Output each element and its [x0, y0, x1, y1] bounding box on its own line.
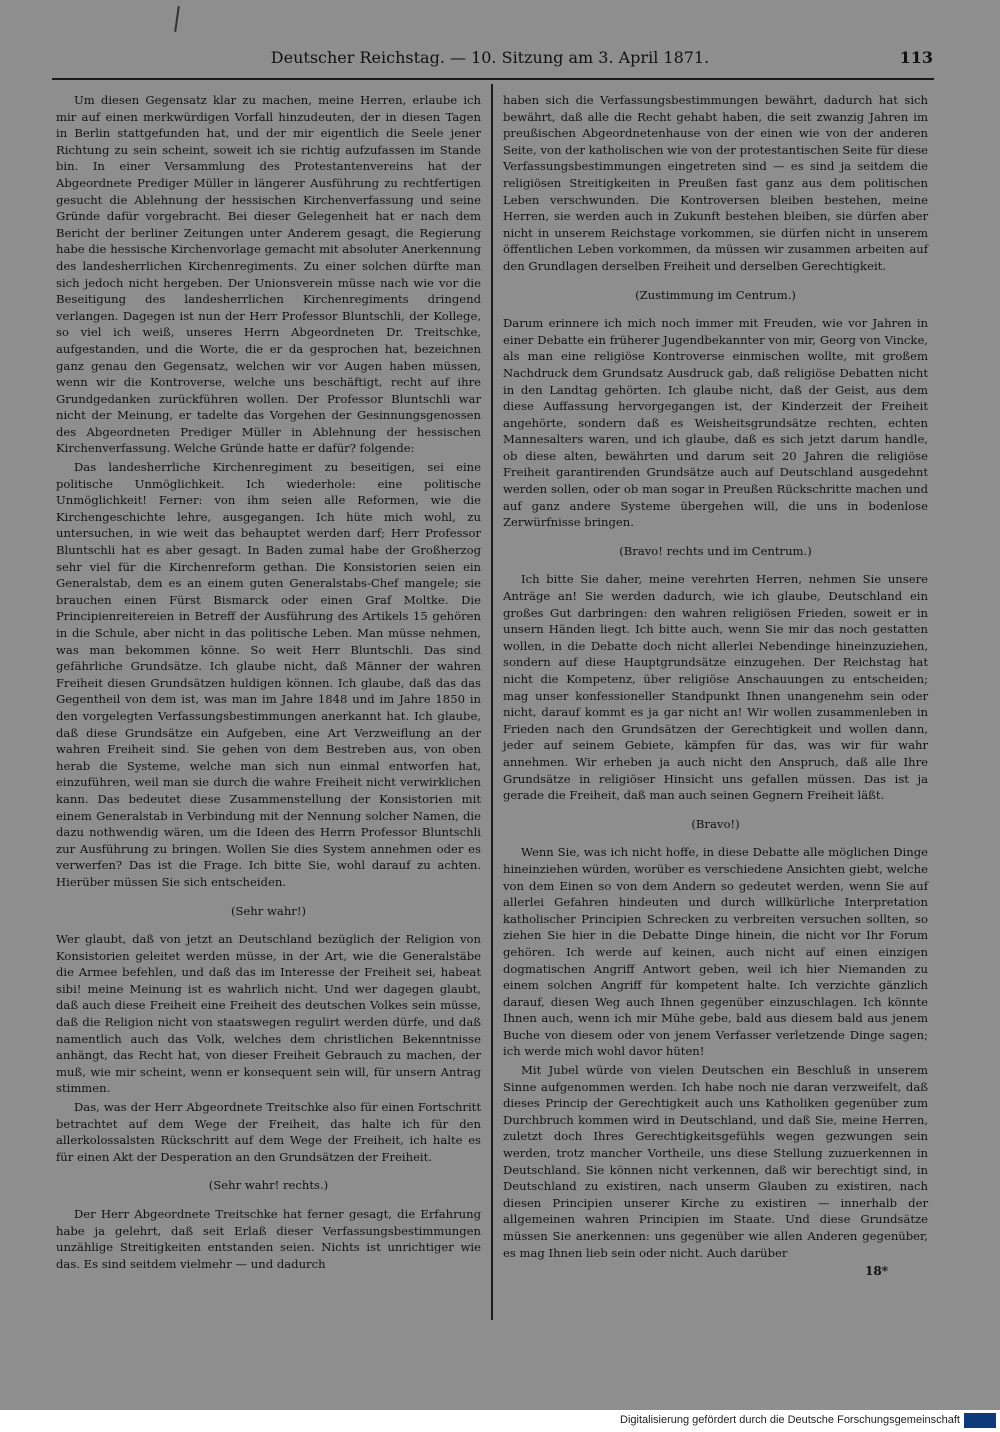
paragraph: Das landesherrliche Kirchenregiment zu beseitigen, sei eine politische Unmöglichkeit. Ich wiederhole: eine politische Unmöglichkeit! Ferner: von ihm seien alle Reformen, wie die Kirchengeschichte lehre, ausgegangen. Ich hüte mich wohl, zu untersuchen, in wie weit das behauptet werden darf; Herr Professor Bluntschli hat es aber gesagt. In Baden zumal habe der Großherzog sehr viel für die Kirchenreform gethan. Die Konsistorien seien ein Generalstab, dem es an einem guten Generalstabs-Chef mangele; sie brauchen einen Fürst Bismarck oder einen Graf Moltke. Die Principienreitereien in Betreff der Ausführung des Artikels 15 gehören in die Schule, aber nicht in das politische Leben. Man müsse nehmen, was man bekommen könne. So weit Herr Bluntschli. Das sind gefährliche Grundsätze. Ich glaube nicht, daß Männer der wahren Freiheit diesen Grundsätzen huldigen können. Ich glaube, daß das das Gegentheil von dem ist, was man im Jahre 1848 und im Jahre 1850 in den vorgelegten Verfassungsbestimmungen anerkannt hat. Ich glaube, daß diese Grundsätze ein Aufgeben, eine Art Verzweiflung an der wahren Freiheit sind. Sie gehen von dem Bestreben aus, von oben herab die Systeme, welche man sich nun einmal entworfen hat, einzuführen, weil man sie durch die wahre Freiheit nicht verwirklichen kann. Das bedeutet diese Zusammenstellung der Konsistorien mit einem Generalstab in Verbindung mit der Nennung solcher Namen, die dazu nothwendig wären, um die Ideen des Herrn Professor Bluntschli zur Ausführung zu bringen. Wollen Sie dies System annehmen oder es verwerfen? Das ist die Frage. Ich bitte Sie, wohl darauf zu achten. Hierüber müssen Sie sich entscheiden. — [56, 460, 481, 889]
paragraph: Um diesen Gegensatz klar zu machen, meine Herren, erlaube ich mir auf einen merkwürdigen Vorfall hinzudeuten, der in diesen Tagen in Berlin stattgefunden hat, und der mir eigentlich die Seele jener Richtung zu sein scheint, soweit ich sie richtig aufzufassen im Stande bin. In einer Versammlung des Protestantenvereins hat der Abgeordnete Prediger Müller in längerer Ausführung zu rechtfertigen gesucht die Ablehnung der hessischen Kirchenverfassung und seine Gründe dafür vorgebracht. Bei dieser Gelegenheit hat er nach dem Bericht der berliner Zeitungen unter Anderem gesagt, die Regierung habe die hessische Kirchenvorlage gemacht mit absoluter Anerkennung des landesherrlichen Kirchenregiments. Zu einer solchen dürfte man sich jedoch nicht hergeben. Der Unionsverein müsse nach wie vor die Beseitigung des landesherrlichen Kirchenregiments dringend verlangen. Dagegen ist nun der Herr Professor Bluntschli, der Kollege, so viel ich weiß, unseres Herrn Abgeordneten Dr. Treitschke, aufgestanden, und die Worte, die er da gesprochen hat, bezeichnen ganz genau den Gegensatz, welchen wir vor Augen haben müssen, wenn wir die Kontroverse, welche uns beschäftigt, recht auf ihre Grundgedanken zurückführen wollen. Der Professor Bluntschli war nicht der Meinung, er tadelte das Vorgehen der Gesinnungsgenossen des Abgeordneten Prediger Müller in Ablehnung der hessischen Kirchenverfassung. Welche Gründe hatte er dafür? folgende: — [56, 93, 481, 456]
digitization-credit[interactable]: Digitalisierung gefördert durch die Deutsche Forschungsgemeinschaft — [620, 1414, 960, 1426]
paragraph: Mit Jubel würde von vielen Deutschen ein Beschluß in unserem Sinne aufgenommen werden. Ich habe noch nie daran verzweifelt, daß dieses Princip der Gerechtigkeit auch uns Katholiken gegenüber zum Durchbruch kommen wird in Deutschland, und daß Sie, meine Herren, zuletzt doch Ihres Gerechtigkeitsgefühls wegen gezwungen sein werden, trotz mancher Vortheile, uns diese Stellung zuzuerkennen in Deutschland. Sie können nicht verkennen, daß wir berechtigt sind, in Deutschland zu existiren, nach unserm Glauben zu existiren, nach diesen Principien unserer Kirche zu existiren — innerhalb der allgemeinen wahren Principien im Staate. Und diese Grundsätze müssen Sie anerkennen: uns gegenüber wie allen Anderen gegenüber, es mag Ihnen lieb sein oder nicht. Auch darüber — [503, 1063, 928, 1260]
header-rule — [52, 78, 934, 80]
column-divider — [491, 84, 493, 1320]
header-title: Deutscher Reichstag. — 10. Sitzung am 3. April 1871. — [270, 48, 710, 67]
footer-bar — [0, 1410, 1000, 1432]
running-header — [45, 48, 935, 74]
left-column — [56, 92, 481, 1274]
paragraph: Der Herr Abgeordnete Treitschke hat ferner gesagt, die Erfahrung habe ja gelehrt, daß seit Erlaß dieser Verfassungsbestimmungen unzählige Streitigkeiten entstanden seien. Nichts ist unrichtiger wie das. Es sind seitdem vielmehr — und dadurch — [56, 1207, 481, 1271]
interjection: (Bravo!) — [691, 816, 740, 831]
paragraph: Darum erinnere ich mich noch immer mit Freuden, wie vor Jahren in einer Debatte ein früherer Jugendbekannter von mir, Georg von Vincke, als man eine religiöse Kontroverse einmischen wollte, mit großem Nachdruck dem Grundsatz Ausdruck gab, daß religiöse Debatten nicht in den Landtag gehörten. Ich glaube nicht, daß der Geist, aus dem diese Auffassung hervorgegangen ist, der Kinderzeit der Freiheit angehörte, sondern daß es Weisheitsgrundsätze rechten, echten Mannesalters waren, und ich glaube, daß es sich jetzt darum handle, ob diese alten, bewährten und darum seit 20 Jahren die religiöse Freiheit garantirenden Grundsätze auch auf Deutschland ausgedehnt werden sollen, oder ob man sogar in Preußen Rückschritte machen und auf ganz andere Systeme übergehen will, die uns in bodenlose Zerwürfnisse bringen. — [503, 316, 928, 530]
signature-mark: 18* — [865, 1264, 888, 1279]
page-number: 113 — [899, 48, 933, 67]
paragraph: haben sich die Verfassungsbestimmungen bewährt, dadurch hat sich bewährt, daß alle die Recht gehabt haben, die seit zwanzig Jahren im preußischen Abgeordnetenhause von der einen wie von der anderen Seite, von der katholischen wie von der protestantischen Seite für diese Verfassungsbestimmungen eingetreten sind — es sind ja seitdem die religiösen Streitigkeiten in Preußen fast ganz aus dem politischen Leben verschwunden. Die Kontroversen bleiben bestehen, meine Herren, sie werden auch in Zukunft bestehen bleiben, sie dürfen aber nicht in unserem Reichstage vorkommen, sie dürfen nicht in unserem öffentlichen Leben vorkommen, da müssen wir zusammen arbeiten auf den Grundlagen derselben Freiheit und derselben Gerechtigkeit. — [503, 93, 928, 273]
paragraph: Wer glaubt, daß von jetzt an Deutschland bezüglich der Religion von Konsistorien geleitet werden müsse, in der Art, wie die Generalstäbe die Armee befehlen, und daß das im Interesse der Freiheit sei, habeat sibi! meine Meinung ist es wahrlich nicht. Und wer dagegen glaubt, daß auch diese Freiheit eine Freiheit des deutschen Volkes sein müsse, daß die Religion nicht von staatswegen regulirt werden dürfe, und daß namentlich auch das Volk, welches dem christlichen Bekenntnisse anhängt, das Recht hat, von dieser Freiheit Gebrauch zu machen, der muß, wie mir scheint, wenn er konsequent sein will, für unsern Antrag stimmen. — [56, 932, 481, 1096]
interjection: (Zustimmung im Centrum.) — [635, 287, 796, 302]
paragraph: Wenn Sie, was ich nicht hoffe, in diese Debatte alle möglichen Dinge hineinziehen würden, worüber es verschiedene Ansichten giebt, welche von dem Einen so von dem Andern so gedeutet werden, wenn Sie auf allerlei Gefahren hindeuten und durch willkürliche Interpretation katholischer Principien Schrecken zu verbreiten versuchen sollten, so ziehen Sie hier in die Debatte Dinge hinein, die nicht vor Ihr Forum gehören. Ich werde auf keinen, auch nicht auf einen einzigen dogmatischen Angriff Antwort geben, weil ich hier Niemanden zu einem solchen Angriff für kompetent halte. Ich verzichte gänzlich darauf, diesen Weg auch Ihnen gegenüber einzuschlagen. Ich könnte Ihnen auch, wenn ich mir Mühe gebe, bald aus diesem bald aus jenem Buche von diesem oder von jenem Verfasser verletzende Dinge sagen; ich werde mich wohl davor hüten! — [503, 845, 928, 1059]
margin-mark — [174, 6, 180, 32]
paragraph: Ich bitte Sie daher, meine verehrten Herren, nehmen Sie unsere Anträge an! Sie werden dadurch, wie ich glaube, Deutschland ein großes Gut darbringen: den wahren religiösen Frieden, soweit er in unsern Händen liegt. Ich bitte auch, wenn Sie mir das noch gestatten wollen, in die Debatte doch nicht allerlei Nebendinge hineinzuziehen, sondern auf diese Hauptgrundsätze einzugehen. Der Reichstag hat nicht die Kompetenz, über religiöse Anschauungen zu entscheiden; mag unser konfessioneller Standpunkt Ihnen unangenehm sein oder nicht, darauf kommt es ja gar nicht an! Wir wollen zusammenleben in Frieden nach den Grundsätzen der Gerechtigkeit und wollen dann, jeder auf seinem Gebiete, kämpfen für das, was wir für wahr annehmen. Wir erheben ja auch nicht den Anspruch, daß alle Ihre Grundsätze in religiöser Hinsicht uns gefallen müssen. Das ist ja gerade die Freiheit, daß man auch seinen Gegnern Freiheit läßt. — [503, 572, 928, 803]
dfg-logo[interactable] — [964, 1413, 996, 1428]
right-column — [503, 92, 928, 1282]
paragraph: Das, was der Herr Abgeordnete Treitschke also für einen Fortschritt betrachtet auf dem Wege der Freiheit, das halte ich für den allerkolossalsten Rückschritt auf dem Wege der Freiheit, ich halte es für einen Akt der Desperation an den Grundsätzen der Freiheit. — [56, 1100, 481, 1164]
interjection: (Bravo! rechts und im Centrum.) — [619, 543, 812, 558]
interjection: (Sehr wahr! rechts.) — [208, 1178, 329, 1193]
interjection: (Sehr wahr!) — [230, 903, 307, 918]
